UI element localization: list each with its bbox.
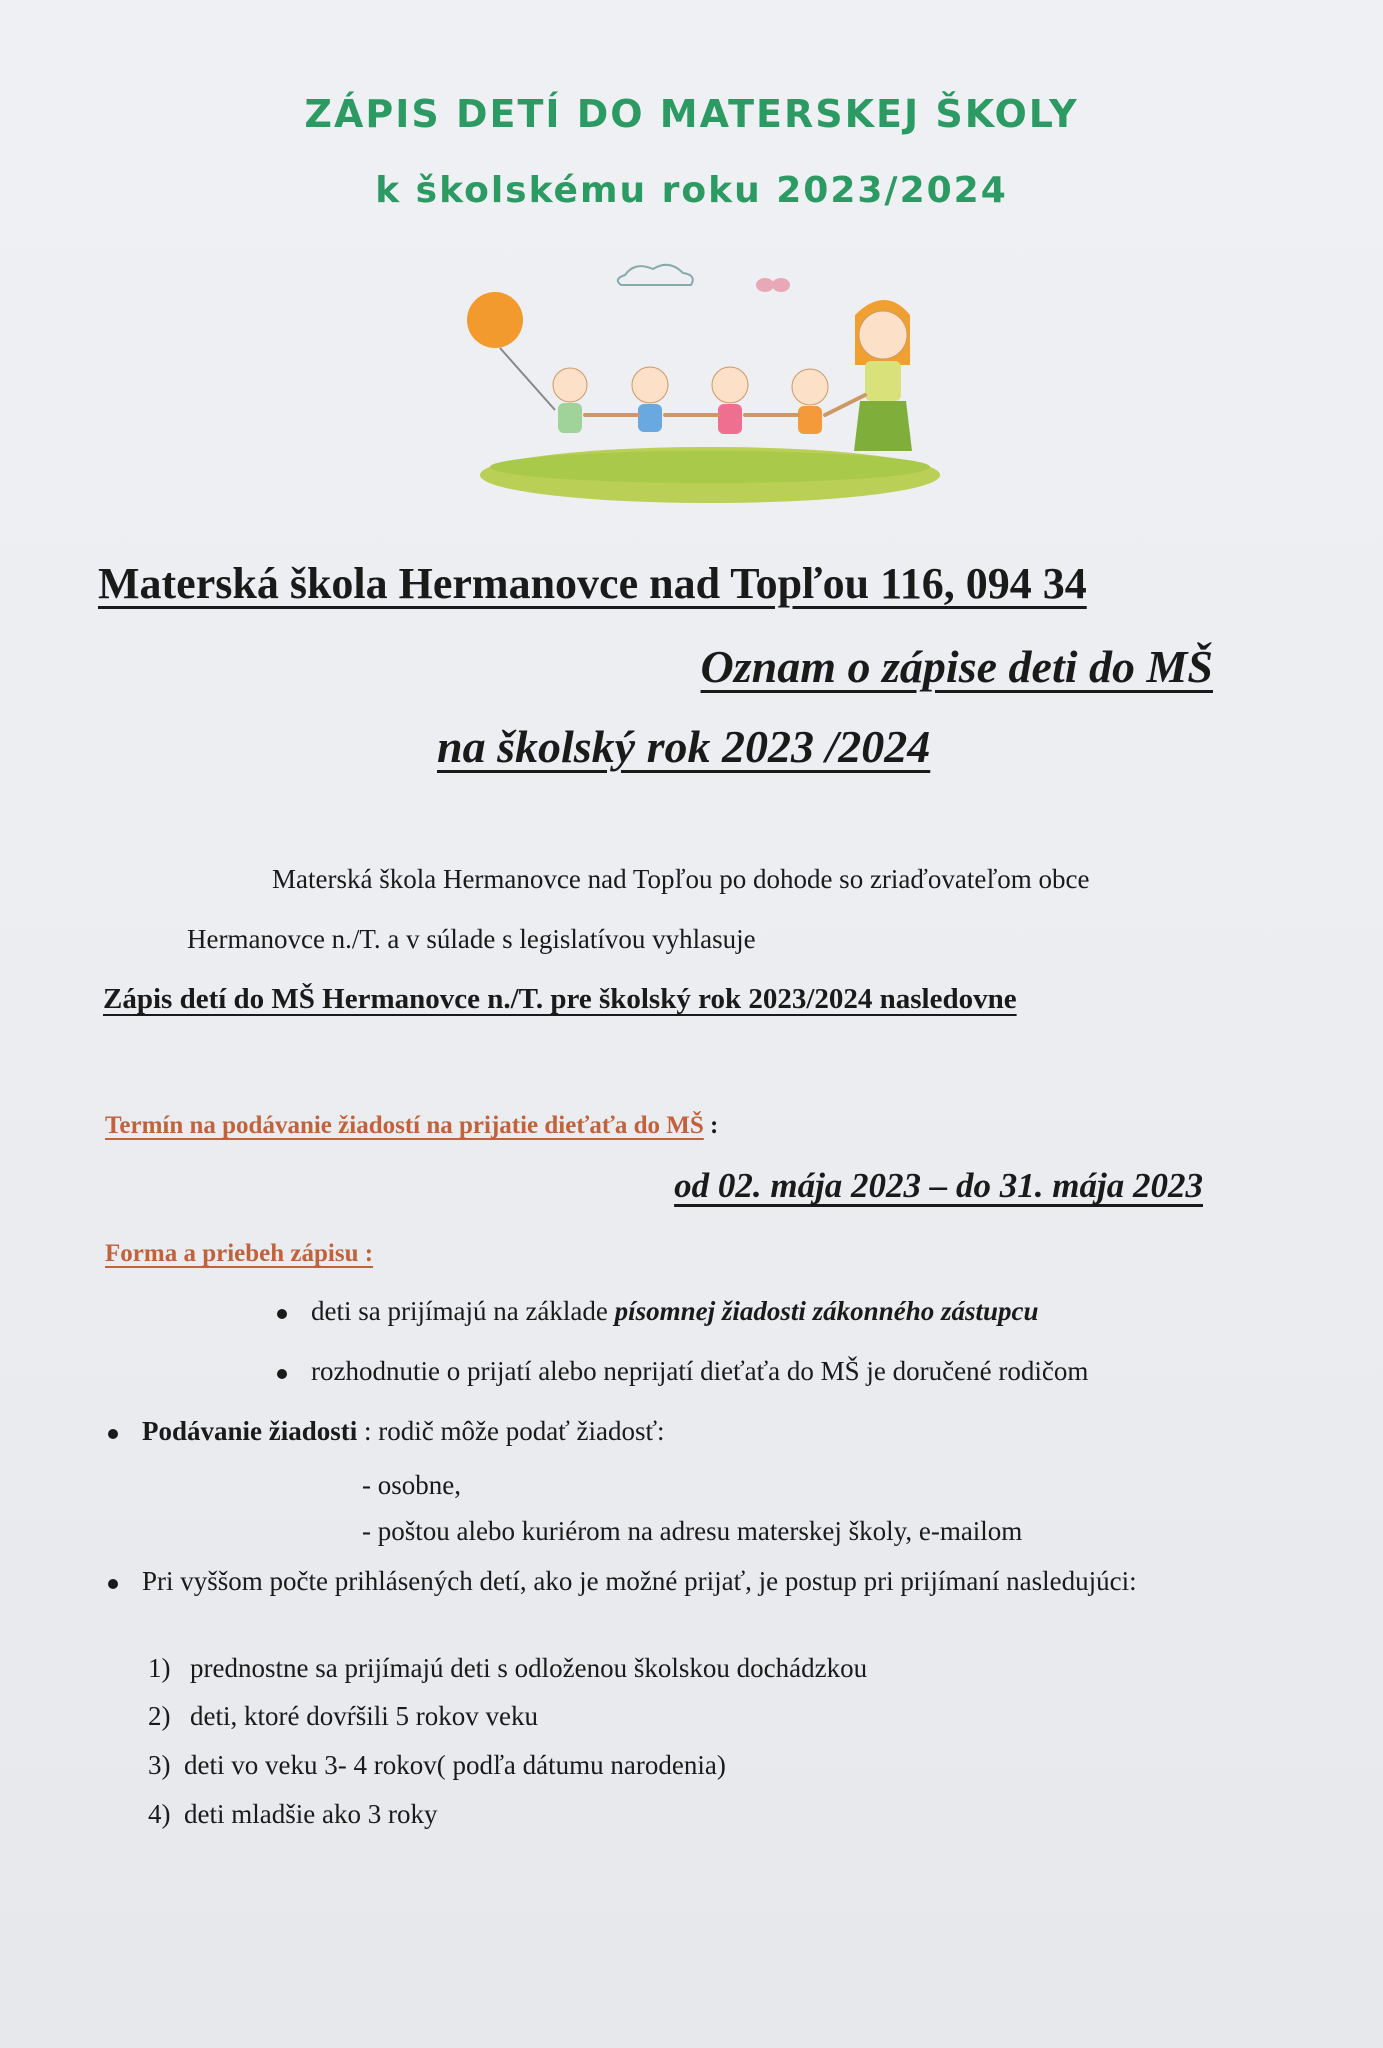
- child-3: [712, 367, 748, 434]
- bullet-admission-procedure: [108, 1566, 1137, 1597]
- deadline-dates: od 02. mája 2023 – do 31. mája 2023: [674, 1166, 1203, 1205]
- bullet-dot: [108, 1579, 118, 1589]
- numbered-item: [148, 1799, 437, 1830]
- balloon: [467, 292, 523, 348]
- school-year-heading: na školský rok 2023 /2024: [437, 721, 931, 772]
- item-number: 4): [148, 1799, 171, 1829]
- bullet-text: deti sa prijímajú na základe: [311, 1296, 615, 1326]
- intro-line-2: Hermanovce n./T. a v súlade s legislatívou vyhlasuje: [187, 924, 756, 954]
- butterfly: [756, 278, 790, 292]
- children-illustration: [460, 255, 960, 505]
- intro-line-1: Materská škola Hermanovce nad Topľou po dohode so zriaďovateľom obce: [272, 864, 1090, 894]
- school-heading: Materská škola Hermanovce nad Topľou 116, 094 34: [98, 559, 1087, 608]
- child-4: [792, 369, 828, 434]
- bullet-dot: [108, 1429, 118, 1439]
- numbered-item: [148, 1701, 538, 1732]
- bullet-bold-text: Podávanie žiadosti: [142, 1416, 358, 1446]
- form-label: Forma a priebeh zápisu :: [105, 1240, 374, 1267]
- submit-method-in-person: - osobne,: [362, 1470, 461, 1500]
- bullet-emphasis: písomnej žiadosti zákonného zástupcu: [614, 1296, 1039, 1326]
- title-line-2: k školskému roku 2023/2024: [375, 170, 1008, 211]
- child-1: [553, 368, 587, 433]
- teacher: [854, 300, 912, 451]
- numbered-item: [148, 1653, 867, 1684]
- deadline-colon: :: [703, 1112, 719, 1139]
- deadline-label-row: [105, 1112, 718, 1140]
- bullet-text: Pri vyššom počte prihlásených detí, ako je možné prijať, je postup pri prijímaní nasledujúci:: [142, 1566, 1137, 1596]
- numbered-item: [148, 1750, 726, 1781]
- bullet-decision-delivered: [277, 1356, 1088, 1387]
- submit-method-post-email: - poštou alebo kuriérom na adresu materskej školy, e-mailom: [362, 1516, 1023, 1546]
- cloud: [618, 265, 693, 285]
- item-text: prednostne sa prijímajú deti s odloženou školskou dochádzkou: [190, 1653, 868, 1683]
- item-text: deti vo veku 3- 4 rokov( podľa dátumu narodenia): [184, 1750, 726, 1780]
- bullet-dot: [277, 1369, 287, 1379]
- item-number: 3): [148, 1750, 171, 1780]
- child-2: [632, 367, 668, 432]
- bullet-text: rozhodnutie o prijatí alebo neprijatí dieťaťa do MŠ je doručené rodičom: [311, 1356, 1089, 1386]
- notice-heading: Oznam o zápise deti do MŠ: [700, 641, 1213, 692]
- item-text: deti, ktoré dovŕšili 5 rokov veku: [190, 1701, 538, 1731]
- item-number: 1): [148, 1653, 171, 1683]
- bullet-text: : rodič môže podať žiadosť:: [357, 1416, 665, 1446]
- deadline-label: Termín na podávanie žiadostí na prijatie dieťaťa do MŠ: [105, 1112, 704, 1139]
- bullet-written-application: [277, 1296, 1039, 1327]
- item-number: 2): [148, 1701, 171, 1731]
- title-line-1: ZÁPIS DETÍ DO MATERSKEJ ŠKOLY: [304, 92, 1079, 136]
- item-text: deti mladšie ako 3 roky: [184, 1799, 438, 1829]
- bullet-dot: [277, 1309, 287, 1319]
- bullet-submitting-application: [108, 1416, 665, 1447]
- announcement-line: Zápis detí do MŠ Hermanovce n./T. pre školský rok 2023/2024 nasledovne: [103, 983, 1017, 1015]
